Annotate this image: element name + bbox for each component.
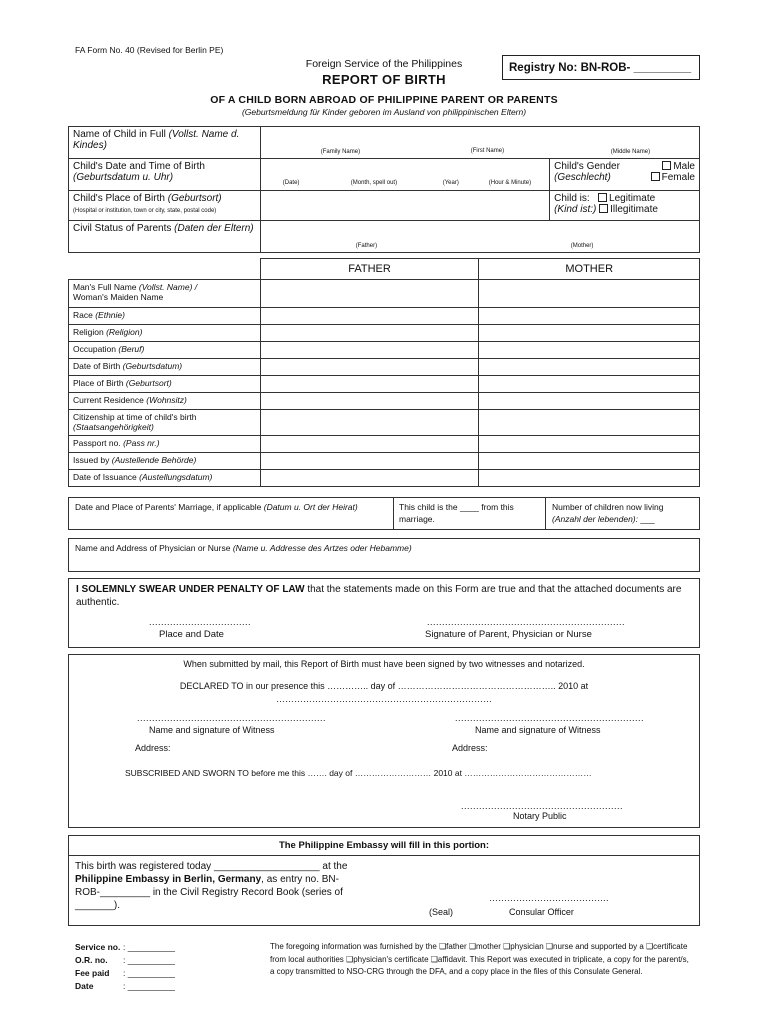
notary-signature-line[interactable]: ......................................................: [461, 801, 624, 811]
parent-row-label: Date of Birth (Geburtsdatum): [69, 359, 261, 376]
gender-female-checkbox[interactable]: Female: [651, 172, 695, 183]
parent-row-label: Race (Ethnie): [69, 308, 261, 325]
gender-label: Child's Gender: [554, 161, 620, 172]
place-date-line[interactable]: ..................................: [149, 617, 252, 627]
footer-note: The foregoing information was furnished by the ❑father ❑mother ❑physician ❑nurse and supported by a ❑certificate from local authorities ❑physician's certificate ❑affidavit. This Report was executed in triplicate, a copy for the parent/s, a copy transmitted to NSO-CRG through the DFA, and a copy place in the files of this Consulate General.: [270, 942, 689, 976]
father-field[interactable]: [260, 359, 479, 376]
mother-field[interactable]: [479, 359, 700, 376]
mother-field[interactable]: [479, 308, 700, 325]
children-living-field[interactable]: Number of children now living (Anzahl der lebenden): ___: [552, 502, 664, 524]
gender-label-de: (Geschlecht): [554, 172, 611, 183]
declared-line[interactable]: DECLARED TO in our presence this ………….. day of …………………………………………….. 2010 at: [179, 681, 589, 691]
child-pob-field[interactable]: [260, 191, 549, 221]
father-field[interactable]: [260, 470, 479, 487]
mother-field[interactable]: [479, 376, 700, 393]
child-status-cell: Child is: Legitimate (Kind ist:) Illegitimate: [550, 191, 700, 221]
hint-date: (Date): [282, 180, 300, 186]
hint-middle-name: (Middle Name): [610, 149, 651, 155]
page-title: REPORT OF BIRTH: [322, 72, 446, 87]
oath-section: [68, 578, 700, 648]
signature-label: Signature of Parent, Physician or Nurse: [425, 629, 592, 640]
parent-row-label: Passport no. (Pass nr.): [69, 436, 261, 453]
mother-field[interactable]: [479, 342, 700, 359]
mother-field[interactable]: [479, 470, 700, 487]
child-gender-cell: [550, 159, 700, 191]
physician-field[interactable]: Name and Address of Physician or Nurse (Name u. Addresse des Artzes oder Hebamme): [68, 538, 700, 572]
mother-header: MOTHER: [479, 259, 700, 280]
mother-field[interactable]: [479, 436, 700, 453]
hint-hour: (Hour & Minute): [488, 180, 532, 186]
marriage-section: [68, 497, 700, 530]
german-subtitle: (Geburtsmeldung für Kinder geboren im Ausland von philippinischen Eltern): [241, 107, 527, 117]
declared-dots[interactable]: ………………………………………………………………: [276, 694, 492, 704]
hint-father: (Father): [355, 243, 378, 249]
form-number: FA Form No. 40 (Revised for Berlin PE): [75, 45, 224, 55]
divider: [69, 855, 699, 856]
father-field[interactable]: [260, 325, 479, 342]
civil-status-field[interactable]: [260, 221, 699, 253]
registry-number-field[interactable]: Registry No: BN-ROB- _________: [502, 55, 700, 80]
civil-status-label: Civil Status of Parents (Daten der Eltern): [69, 221, 261, 253]
hint-month: (Month, spell out): [350, 180, 398, 186]
mother-field[interactable]: [479, 280, 700, 308]
witness2-signature-line[interactable]: ...............................................................: [455, 713, 645, 723]
parent-row-label: Occupation (Beruf): [69, 342, 261, 359]
father-field[interactable]: [260, 308, 479, 325]
hint-mother: (Mother): [570, 243, 594, 249]
hint-family-name: (Family Name): [320, 149, 361, 155]
parent-row-label: Citizenship at time of child's birth (Staatsangehörigkeit): [69, 410, 261, 436]
marriage-label: Date and Place of Parents' Marriage, if applicable (Datum u. Ort der Heirat): [75, 502, 358, 512]
father-field[interactable]: [260, 393, 479, 410]
witness2-label: Name and signature of Witness: [475, 725, 601, 735]
hint-year: (Year): [442, 180, 459, 186]
gender-male-checkbox[interactable]: Male: [662, 161, 695, 172]
parents-table: [68, 258, 700, 487]
seal-label: (Seal): [429, 907, 454, 917]
father-field[interactable]: [260, 436, 479, 453]
father-field[interactable]: [260, 280, 479, 308]
child-order-field[interactable]: This child is the ____ from this marriage.: [399, 502, 514, 524]
notary-label: Notary Public: [513, 811, 567, 821]
parent-row-label: Man's Full Name (Vollst. Name) / Woman's Maiden Name: [69, 280, 261, 308]
parent-row-label: Current Residence (Wohnsitz): [69, 393, 261, 410]
fee-fields: [75, 941, 175, 993]
witness-section: [68, 654, 700, 828]
witness2-address[interactable]: Address:: [452, 743, 488, 753]
legitimate-checkbox[interactable]: Legitimate: [598, 193, 655, 204]
child-pob-label: Child's Place of Birth (Geburtsort) (Hospital or institution, town or city, state, postal code): [69, 191, 261, 221]
illegitimate-checkbox[interactable]: Illegitimate: [599, 204, 658, 215]
consular-officer-label: Consular Officer: [509, 907, 574, 917]
date-field[interactable]: Date : __________: [75, 981, 175, 991]
parent-row-label: Issued by (Austellende Behörde): [69, 453, 261, 470]
child-dob-field[interactable]: [260, 159, 549, 191]
mother-field[interactable]: [479, 410, 700, 436]
father-field[interactable]: [260, 376, 479, 393]
registration-text[interactable]: This birth was registered today ___________________ at the Philippine Embassy in Berlin, Germany, as entry no. BN- ROB-_________ in the Civil Registry Record Book (series of _______).: [75, 861, 348, 911]
child-name-label: Name of Child in Full (Vollst. Name d. Kindes): [69, 127, 261, 159]
agency-name: Foreign Service of the Philippines: [305, 58, 463, 70]
or-no-field[interactable]: O.R. no. : __________: [75, 955, 175, 965]
subscribed-line[interactable]: SUBSCRIBED AND SWORN TO before me this ……. day of ……………………… 2010 at ………………………………………: [125, 768, 592, 778]
father-field[interactable]: [260, 410, 479, 436]
divider: [545, 498, 546, 529]
hint-first-name: (First Name): [470, 148, 505, 154]
parent-row-label: Date of Issuance (Austellungsdatum): [69, 470, 261, 487]
service-no-field[interactable]: Service no. : __________: [75, 942, 175, 952]
parents-table-corner: [69, 259, 261, 280]
officer-signature-line[interactable]: ………………………………….: [489, 893, 609, 903]
witness-intro: When submitted by mail, this Report of Birth must have been signed by two witnesses and notarized.: [183, 659, 585, 669]
divider: [393, 498, 394, 529]
parent-row-label: Religion (Religion): [69, 325, 261, 342]
father-field[interactable]: [260, 453, 479, 470]
mother-field[interactable]: [479, 453, 700, 470]
mother-field[interactable]: [479, 393, 700, 410]
witness1-address[interactable]: Address:: [135, 743, 171, 753]
oath-text: I SOLEMNLY SWEAR UNDER PENALTY OF LAW that the statements made on this Form are true and that the attached documents are authentic.: [76, 584, 682, 608]
child-dob-label: Child's Date and Time of Birth (Geburtsdatum u. Uhr): [69, 159, 261, 191]
witness1-label: Name and signature of Witness: [149, 725, 275, 735]
child-name-field[interactable]: [260, 127, 699, 159]
father-field[interactable]: [260, 342, 479, 359]
witness1-signature-line[interactable]: ...............................................................: [137, 713, 327, 723]
parent-row-label: Place of Birth (Geburtsort): [69, 376, 261, 393]
signature-line[interactable]: ..................................................................: [427, 617, 626, 627]
page-subtitle: OF A CHILD BORN ABROAD OF PHILIPPINE PARENT OR PARENTS: [210, 94, 558, 106]
place-date-label: Place and Date: [159, 629, 224, 640]
embassy-section: [68, 835, 700, 926]
embassy-header: The Philippine Embassy will fill in this portion:: [278, 840, 490, 851]
mother-field[interactable]: [479, 325, 700, 342]
father-header: FATHER: [260, 259, 479, 280]
fee-paid-field[interactable]: Fee paid : __________: [75, 968, 175, 978]
child-info-table: [68, 126, 700, 253]
